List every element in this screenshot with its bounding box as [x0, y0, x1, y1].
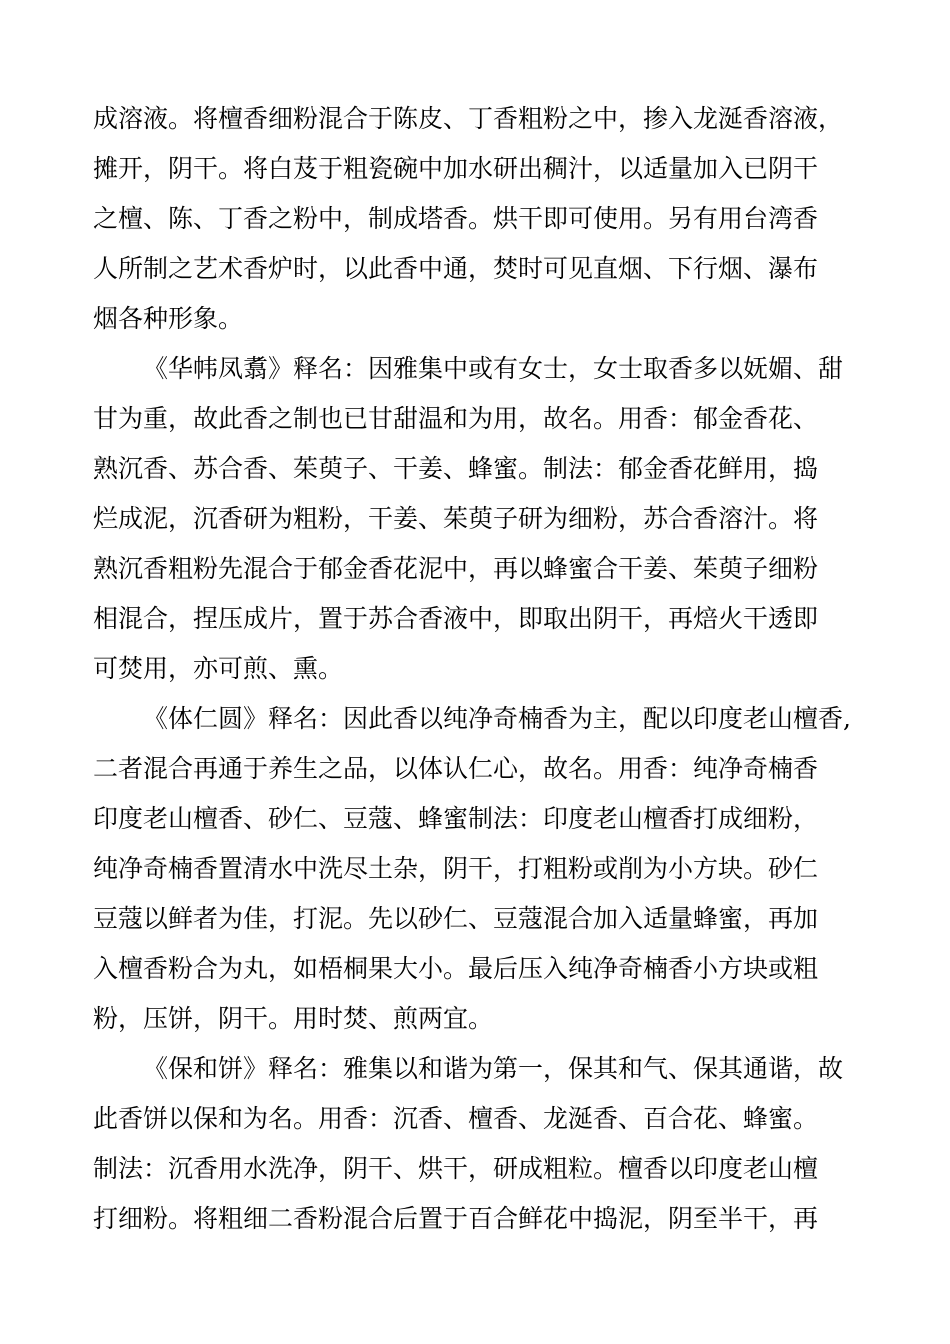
text-line: 可焚用，亦可煎、熏。 [93, 654, 344, 683]
text-line: 《华帏凤翥》释名：因雅集中或有女士，女士取香多以妩媚、甜 [143, 354, 844, 383]
text-line: 之檀、陈、丁香之粉中，制成塔香。烘干即可使用。另有用台湾香 [93, 204, 819, 233]
text-line: 相混合，捏压成片，置于苏合香液中，即取出阴干，再焙火干透即 [93, 604, 819, 633]
text-line: 印度老山檀香、砂仁、豆蔻、蜂蜜制法：印度老山檀香打成细粉， [93, 804, 819, 833]
text-line: 纯净奇楠香置清水中洗尽土杂，阴干，打粗粉或削为小方块。砂仁 [93, 854, 819, 883]
text-line: 烂成泥，沉香研为粗粉，干姜、茱萸子研为细粉，苏合香溶汁。将 [93, 504, 819, 533]
text-line: 熟沉香、苏合香、茱萸子、干姜、蜂蜜。制法：郁金香花鲜用，捣 [93, 454, 819, 483]
paragraph-1 [93, 94, 853, 344]
text-line: 烟各种形象。 [93, 304, 244, 333]
text-line: 甘为重，故此香之制也已甘甜温和为用，故名。用香：郁金香花、 [93, 404, 819, 433]
text-line: 粉，压饼，阴干。用时焚、煎两宜。 [93, 1004, 494, 1033]
paragraph-hua-wei-feng-zhu [93, 344, 853, 694]
text-line: 制法：沉香用水洗净，阴干、烘干，研成粗粒。檀香以印度老山檀 [93, 1154, 819, 1183]
text-line: 《保和饼》释名：雅集以和谐为第一，保其和气、保其通谐，故 [143, 1054, 844, 1083]
text-line: 入檀香粉合为丸，如梧桐果大小。最后压入纯净奇楠香小方块或粗 [93, 954, 819, 983]
paragraph-ti-ren-yuan [93, 694, 853, 1044]
text-line: 打细粉。将粗细二香粉混合后置于百合鲜花中捣泥，阴至半干，再 [93, 1204, 819, 1233]
paragraph-bao-he-bing [93, 1044, 853, 1244]
text-line: 成溶液。将檀香细粉混合于陈皮、丁香粗粉之中，掺入龙涎香溶液， [93, 104, 844, 133]
text-line: 人所制之艺术香炉时，以此香中通，焚时可见直烟、下行烟、瀑布 [93, 254, 819, 283]
text-line: 熟沉香粗粉先混合于郁金香花泥中，再以蜂蜜合干姜、茱萸子细粉 [93, 554, 819, 583]
text-line: 《体仁圆》释名：因此香以纯净奇楠香为主，配以印度老山檀香, [143, 704, 851, 733]
text-line: 摊开，阴干。将白芨于粗瓷碗中加水研出稠汁，以适量加入已阴干 [93, 154, 819, 183]
text-line: 此香饼以保和为名。用香：沉香、檀香、龙涎香、百合花、蜂蜜。 [93, 1104, 819, 1133]
document-body [93, 94, 853, 1244]
text-line: 二者混合再通于养生之品，以体认仁心，故名。用香：纯净奇楠香 [93, 754, 819, 783]
text-line: 豆蔻以鲜者为佳，打泥。先以砂仁、豆蔻混合加入适量蜂蜜，再加 [93, 904, 819, 933]
